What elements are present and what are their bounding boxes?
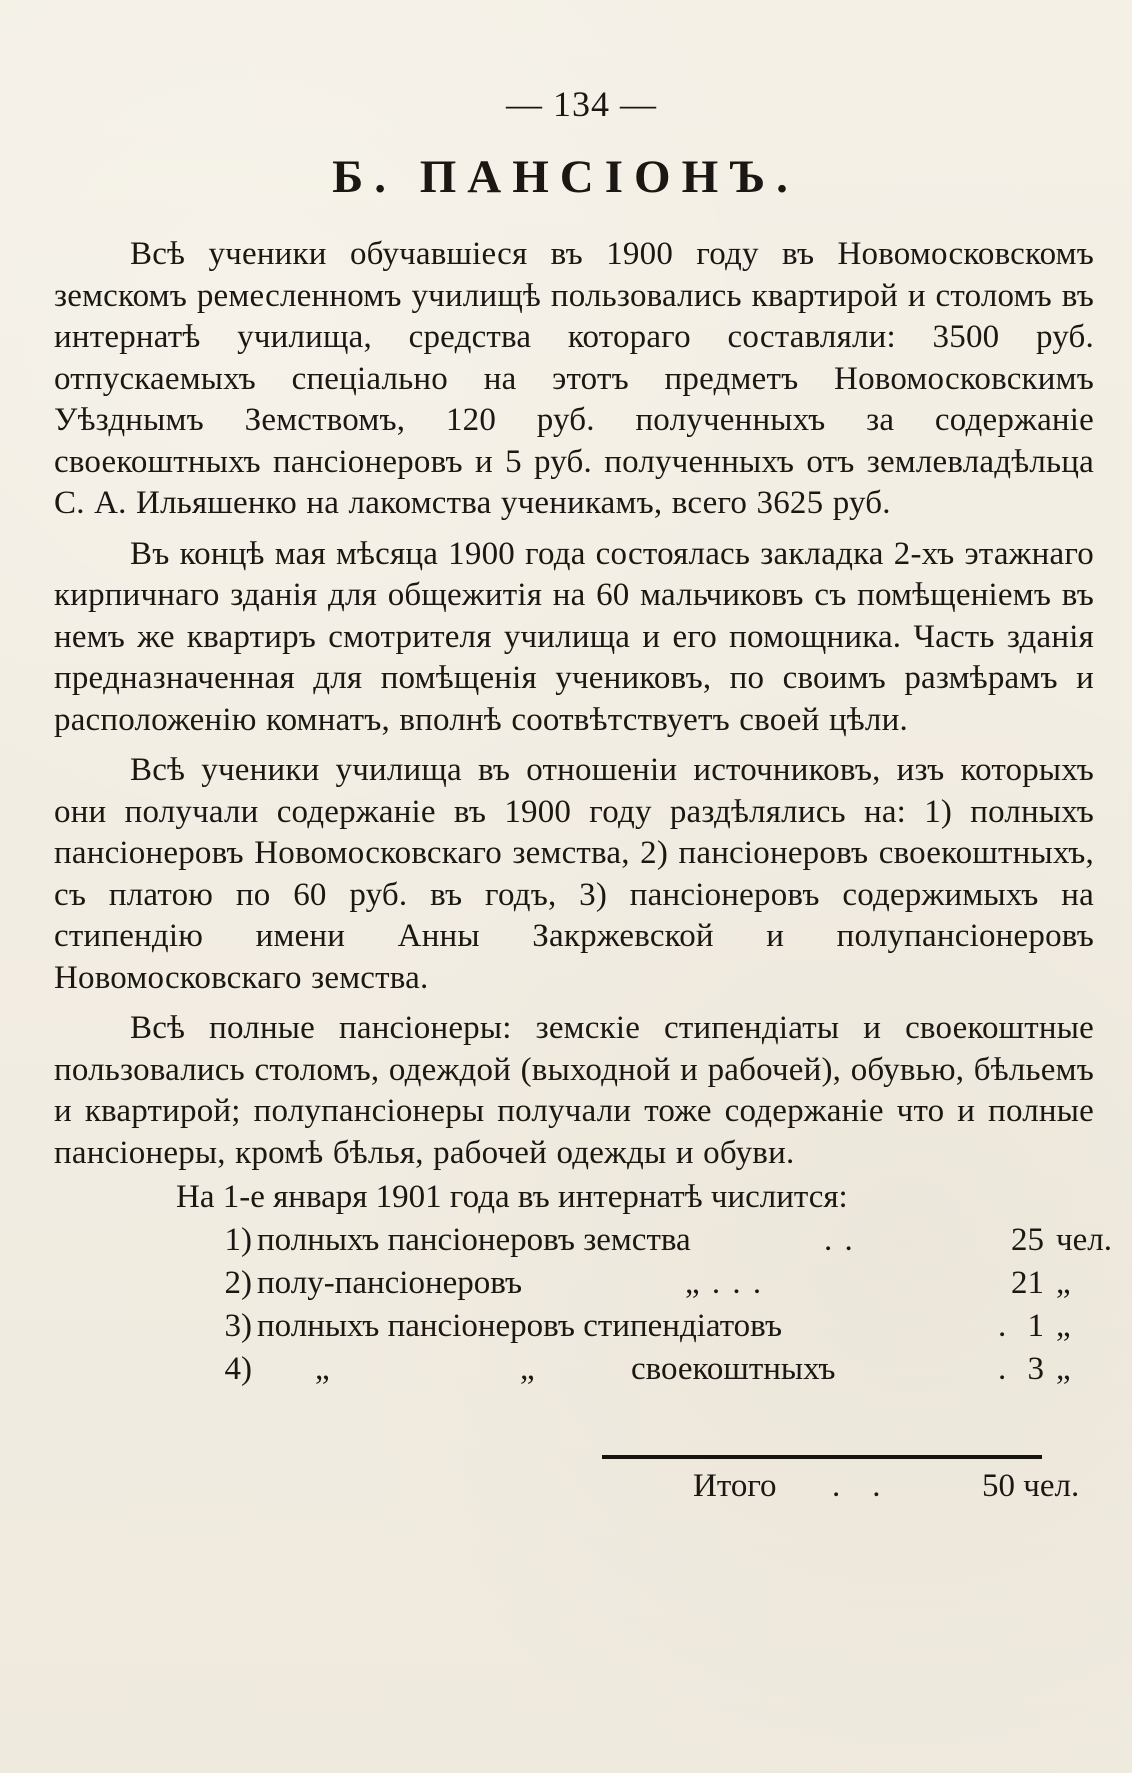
roster-row-number: 1) <box>224 1222 252 1258</box>
page-number: — 134 — <box>506 84 657 124</box>
roster-row-leader: . . <box>824 1222 855 1258</box>
roster-row-subtype: своекоштныхъ <box>631 1351 836 1387</box>
total-rule-divider <box>602 1455 1042 1459</box>
roster-row-3 <box>54 1305 1094 1348</box>
roster-row-leader: . <box>998 1308 1009 1344</box>
total-value: 50 чел. <box>982 1468 1080 1504</box>
total-leader: .. <box>832 1468 913 1504</box>
roster-row-label: полу-пансіонеровъ <box>257 1265 523 1301</box>
roster-row-number: 4) <box>224 1351 252 1387</box>
paragraph-1: Всѣ ученики обучавшіеся въ 1900 году въ Новомосковскомъ земскомъ ремесленномъ училищѣ пользовались квартирой и столомъ въ интернатѣ училища, средства котораго составляли: 3500 руб. отпускаемыхъ спеціально на этотъ предметъ Новомосковскимъ Уѣзднымъ Земствомъ, 120 руб. полученныхъ за содержаніе своекоштныхъ пансіонеровъ и 5 руб. полученныхъ отъ землевладѣльца С. А. Ильяшенко на лакомства ученикамъ, всего 3625 руб. <box>54 236 1094 521</box>
paragraph-2: Въ концѣ мая мѣсяца 1900 года состоялась закладка 2-хъ этажнаго кирпичнаго зданія для общежитія на 60 мальчиковъ съ помѣщеніемъ въ немъ же квартиръ смотрителя училища и его помощника. Часть зданія предназначенная для помѣщенія учениковъ, по своимъ размѣрамъ и расположенію комнатъ, вполнѣ соотвѣтствуетъ своей цѣли. <box>54 535 1094 738</box>
roster-row-1 <box>54 1219 1112 1262</box>
boarding-roster <box>54 1176 1112 1391</box>
roster-heading: На 1-е января 1901 года въ интернатѣ числится: <box>176 1179 848 1215</box>
roster-row-ditto-mark: „ <box>315 1351 330 1387</box>
roster-row-label: полныхъ пансіонеровъ стипендіатовъ <box>257 1308 783 1344</box>
roster-row-number: 3) <box>224 1308 252 1344</box>
roster-row-unit: „ <box>1056 1308 1071 1344</box>
page-content <box>54 78 1112 1391</box>
roster-row-4 <box>54 1348 1094 1391</box>
roster-row-unit: „ <box>1056 1351 1071 1387</box>
section-title: Б. ПАНСІОНЪ. <box>332 151 799 203</box>
roster-row-ditto-mark: „ <box>520 1351 535 1387</box>
roster-row-count: 1 <box>1027 1308 1044 1344</box>
roster-row-count: 25 <box>1011 1222 1044 1258</box>
paragraph-3: Всѣ ученики училища въ отношеніи источниковъ, изъ которыхъ они получали содержаніе въ 1900 году раздѣлялись на: 1) полныхъ пансіонеровъ Новомосковскаго земства, 2) пансіонеровъ своекоштныхъ, съ платою по 60 руб. въ годъ, 3) пансіонеровъ содержимыхъ на стипендію имени Анны Закржевской и полупансіонеровъ Новомосковскаго земства. <box>54 752 1094 996</box>
roster-row-label: полныхъ пансіонеровъ земства <box>257 1222 691 1258</box>
roster-row-count: 21 <box>1011 1265 1044 1301</box>
roster-row-number: 2) <box>224 1265 252 1301</box>
roster-row-leader: . <box>998 1351 1009 1387</box>
roster-row-count: 3 <box>1027 1351 1044 1387</box>
roster-row-leader: „ . . . <box>685 1265 764 1301</box>
roster-row-unit: чел. <box>1056 1222 1112 1258</box>
roster-row-2 <box>54 1262 1094 1305</box>
roster-row-unit: „ <box>1056 1265 1071 1301</box>
total-label: Итого <box>693 1468 777 1504</box>
roster-total-row <box>0 1465 1132 1508</box>
paragraph-4: Всѣ полные пансіонеры: земскіе стипендіаты и своекоштные пользовались столомъ, одеждой (выходной и рабочей), обувью, бѣльемъ и квартирой; полупансіонеры получали тоже содержаніе что и полные пансіонеры, кромѣ бѣлья, рабочей одежды и обуви. <box>54 1010 1094 1171</box>
